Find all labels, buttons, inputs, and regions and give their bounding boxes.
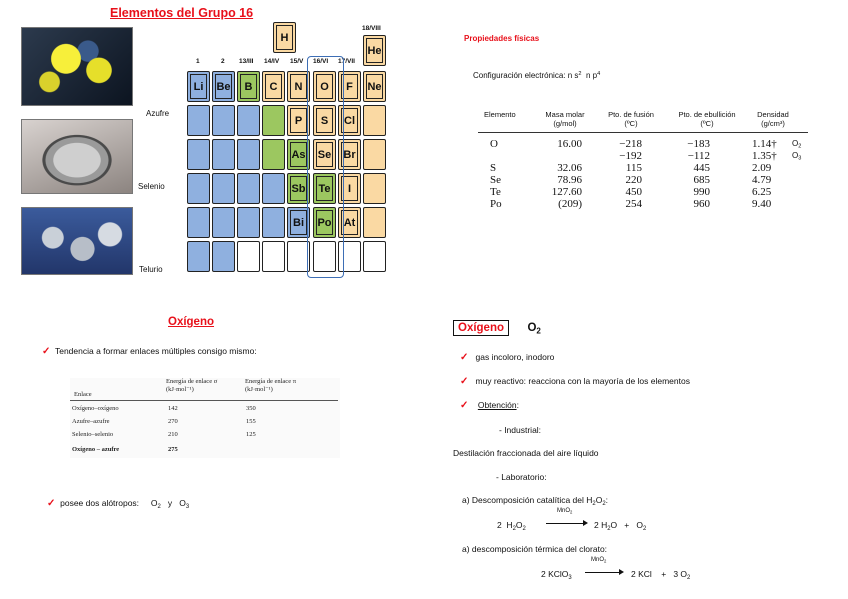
config-p-exp: 4 <box>597 71 601 78</box>
cell-te: Te <box>313 173 336 204</box>
cell-r3-1 <box>187 105 210 136</box>
reaction-a-heading: a) Descomposición catalítica del $H_2O_2$: <box>462 495 609 507</box>
col-mass: 16.00 32.06 78.96 127.60 (209) <box>551 138 582 210</box>
config-mid: n p <box>585 71 598 80</box>
check-icon: ✓ <box>460 400 469 411</box>
group-label-18: 18/VIII <box>362 25 381 32</box>
bond-hdr-sigma: Energía de enlace σ (kJ·mol⁻¹) <box>166 378 218 393</box>
tendency-line <box>42 346 257 357</box>
cell-bi: Bi <box>287 207 310 238</box>
cell-po: Po <box>313 207 336 238</box>
col-element: O S Se Te Po <box>490 138 502 210</box>
props-table-rule <box>478 132 808 133</box>
bond-row-sigma: 270 <box>168 418 178 425</box>
reaction-b-heading: a) descomposición térmica del clorato: <box>462 544 608 554</box>
cell-r7-18 <box>363 241 386 272</box>
industrial-label: - Industrial: <box>499 425 542 435</box>
col-mp: −218 −192 115 220 450 254 <box>619 138 642 210</box>
cell-br: Br <box>338 139 361 170</box>
cell-r4-18 <box>363 139 386 170</box>
props-row <box>490 138 810 218</box>
bond-row-sigma: 210 <box>168 431 178 438</box>
azufre-label: Azufre <box>146 109 170 118</box>
cell-f: F <box>338 71 361 102</box>
cell-s: S <box>313 105 336 136</box>
hdr-bp: Pto. de ebullición (ºC) <box>678 110 736 128</box>
check-icon: ✓ <box>460 352 469 363</box>
bond-row-sigma: 275 <box>168 446 178 453</box>
cell-r7-2 <box>212 241 235 272</box>
cell-r6-14 <box>262 207 285 238</box>
col-bp: −183 −112 445 685 990 960 <box>687 138 710 210</box>
allotropes-label: posee dos alótropos: <box>60 498 140 508</box>
col-density: 1.14† 1.35† 2.09 4.79 6.25 9.40 <box>752 138 777 210</box>
cell-ne: Ne <box>363 71 386 102</box>
allotrope-o2: $O_2$ <box>150 498 161 510</box>
hdr-density: Densidad (g/cm³) <box>757 110 789 128</box>
and-word: y <box>167 498 173 508</box>
cell-o: O <box>313 71 336 102</box>
destilacion-text: Destilación fraccionada del aire líquido <box>453 448 599 458</box>
cell-r5-2 <box>212 173 235 204</box>
cell-li: Li <box>187 71 210 102</box>
allotrope-o3: $O_3$ <box>179 498 190 510</box>
cell-r5-14 <box>262 173 285 204</box>
cell-se: Se <box>313 139 336 170</box>
bond-energy-table <box>70 378 340 458</box>
bond-row: Azufre–azufre <box>72 418 110 425</box>
bullet-1: ✓ gas incoloro, inodoro <box>460 352 555 363</box>
oxygen-right-title: Oxígeno <box>453 320 509 336</box>
cell-r7-14 <box>262 241 285 272</box>
props-title: Propiedades físicas <box>464 34 540 43</box>
telurio-photo <box>21 207 133 275</box>
group-label-1: 1 <box>196 58 200 65</box>
cell-r3-2 <box>212 105 235 136</box>
cell-r4-14 <box>262 139 285 170</box>
hdr-mass: Masa molar (g/mol) <box>545 110 585 128</box>
group16-title: Elementos del Grupo 16 <box>110 6 254 20</box>
cell-r3-13 <box>237 105 260 136</box>
cell-r3-14 <box>262 105 285 136</box>
bond-row-pi: 125 <box>246 431 256 438</box>
group-label-17: 17/VII <box>338 58 355 65</box>
cell-at: At <box>338 207 361 238</box>
cell-b: B <box>237 71 260 102</box>
group-label-2: 2 <box>221 58 225 65</box>
cell-r6-18 <box>363 207 386 238</box>
cell-r4-2 <box>212 139 235 170</box>
cell-cl: Cl <box>338 105 361 136</box>
cell-r7-1 <box>187 241 210 272</box>
bullet-2: ✓ muy reactivo: reacciona con la mayoría de los elementos <box>460 376 690 387</box>
cell-i: I <box>338 173 361 204</box>
oxygen-formula: $O_2$ <box>527 322 541 336</box>
reaction-arrow-icon <box>546 523 586 524</box>
cell-p: P <box>287 105 310 136</box>
oxygen-right-header <box>453 318 541 337</box>
cell-r5-18 <box>363 173 386 204</box>
cell-r4-13 <box>237 139 260 170</box>
bond-row: Selenio–selenio <box>72 431 114 438</box>
group-label-15: 15/V <box>290 58 304 65</box>
hdr-element: Elemento <box>484 110 516 119</box>
laboratorio-label: - Laboratorio: <box>496 472 547 482</box>
cell-he: He <box>363 35 386 66</box>
cell-sb: Sb <box>287 173 310 204</box>
cell-r3-18 <box>363 105 386 136</box>
cell-as: As <box>287 139 310 170</box>
electron-config <box>473 71 600 80</box>
cell-r5-13 <box>237 173 260 204</box>
selenio-photo <box>21 119 133 194</box>
group-label-16: 16/VI <box>313 58 329 65</box>
bond-hdr-pi: Energía de enlace π (kJ·mol⁻¹) <box>245 378 296 393</box>
tendency-text: Tendencia a formar enlaces múltiples consigo mismo: <box>54 346 257 356</box>
cell-r7-13 <box>237 241 260 272</box>
check-icon: ✓ <box>42 346 51 357</box>
group-label-13: 13/III <box>239 58 254 65</box>
bond-row: Oxígeno – azufre <box>72 446 120 453</box>
check-icon: ✓ <box>47 498 56 509</box>
cell-h: H <box>273 22 296 53</box>
telurio-label: Telurio <box>139 265 163 274</box>
cell-be: Be <box>212 71 235 102</box>
bond-row: Oxígeno–oxígeno <box>72 405 119 412</box>
arrow-head-icon <box>583 520 588 526</box>
oxygen-left-title: Oxígeno <box>168 316 215 328</box>
cell-r6-2 <box>212 207 235 238</box>
cell-r4-1 <box>187 139 210 170</box>
bond-row-pi: 350 <box>246 405 256 412</box>
obtention-label: Obtención <box>477 400 517 410</box>
catalyst-label: MnO$_2$ <box>557 508 573 515</box>
cell-c: C <box>262 71 285 102</box>
azufre-photo <box>21 27 133 106</box>
check-icon: ✓ <box>460 376 469 387</box>
bullet-obtention: ✓ Obtención: <box>460 400 519 411</box>
config-s-exp: 2 <box>578 71 582 78</box>
bond-hdr-enlace: Enlace <box>74 391 92 398</box>
hdr-mp: Pto. de fusión (ºC) <box>608 110 654 128</box>
cell-r6-1 <box>187 207 210 238</box>
group-label-14: 14/IV <box>264 58 280 65</box>
selenio-label: Selenio <box>138 182 165 191</box>
bond-table-rule <box>70 400 338 401</box>
bond-row-sigma: 142 <box>168 405 178 412</box>
reaction-arrow-icon <box>585 572 622 573</box>
arrow-head-icon <box>619 569 624 575</box>
group16-highlight <box>307 56 344 278</box>
col-note: $O_2$ $O_3$ <box>792 139 802 162</box>
equation-2: 2 KClO$_3$ MnO$_2$ 2 KCl + 3 $O_2$ <box>541 557 691 581</box>
cell-n: N <box>287 71 310 102</box>
cell-r5-1 <box>187 173 210 204</box>
catalyst-label: MnO$_2$ <box>591 557 607 564</box>
cell-r6-13 <box>237 207 260 238</box>
bond-row-pi: 155 <box>246 418 256 425</box>
config-label: Configuración electrónica: n s <box>473 71 579 80</box>
allotropes-line <box>47 498 189 510</box>
equation-1: 2 $H_2O_2$ MnO$_2$ 2 $H_2O$ + $O_2$ <box>497 508 647 532</box>
